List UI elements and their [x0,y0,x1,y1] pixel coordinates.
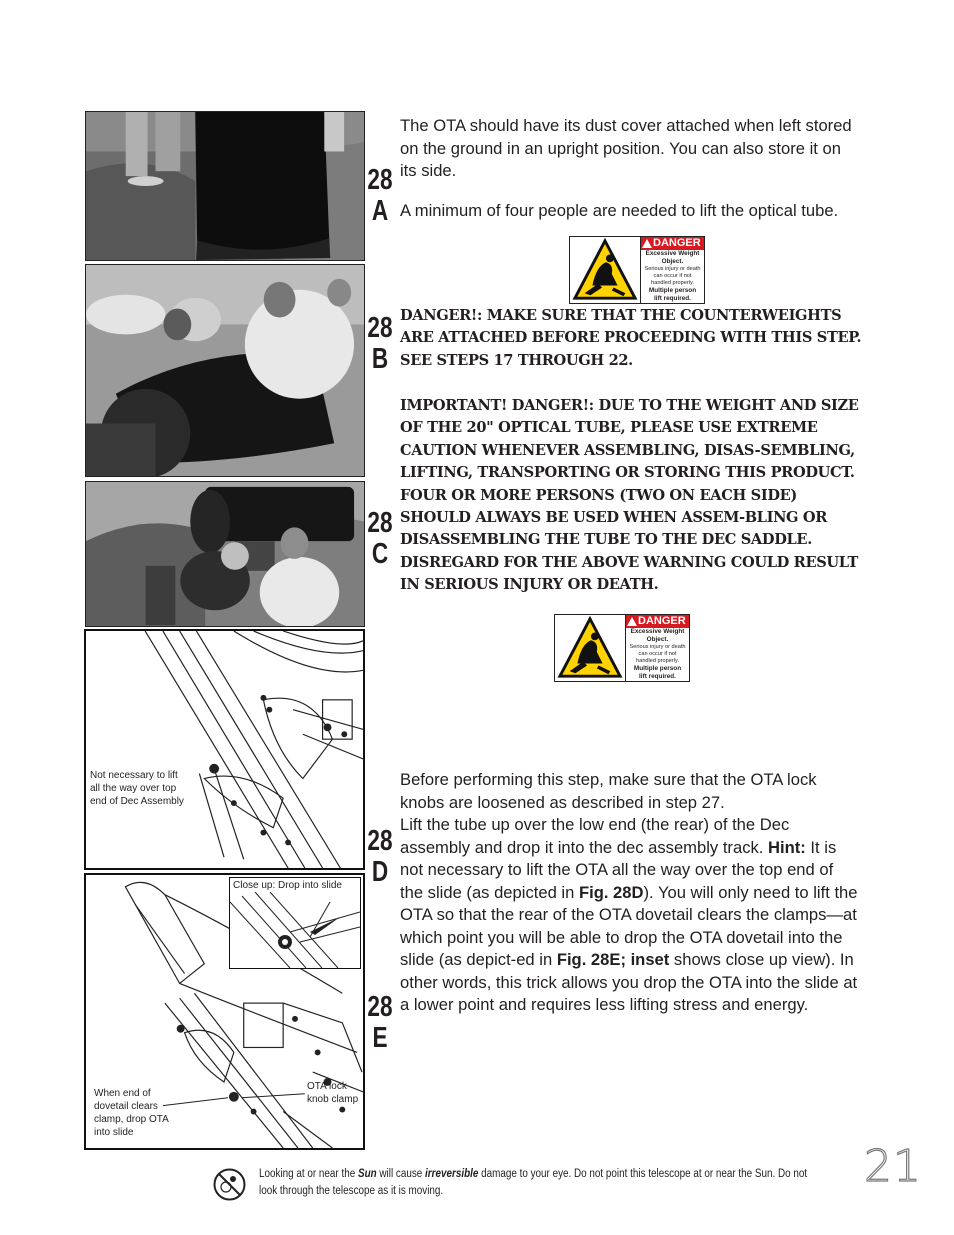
step-letter: A [371,195,389,227]
text-only-need: ). You will only need to lift the OTA so that the rear of the OTA dovetail clears the clamps—at which point you will be able to drop the OTA dovetail into the slide (as depict-ed in [400,882,858,969]
danger-line: can occur if not [653,273,692,279]
danger-header [626,615,689,628]
photo-28b-image [86,265,364,476]
footer-t1: Looking at or near the [259,1168,358,1180]
warning-counterweights: DANGER!: MAKE SURE THAT THE COUNTERWEIGHTS ARE ATTACHED BEFORE PROCEEDING WITH THIS STEP. SEE STEPS 17 THROUGH 22. [400,307,862,369]
step-label-28b [367,313,394,375]
danger-line: lift required. [639,673,676,680]
callout-ota-knob: OTA lock knob clamp [307,1081,359,1105]
fig-ref-28d: Fig. 28D [578,882,644,902]
danger-line: handled properly. [636,658,679,664]
footer-sun: Sun [357,1168,377,1180]
danger-label-bottom [554,614,690,682]
danger-line: Object. [661,258,684,265]
danger-line: Excessive Weight [645,250,700,257]
danger-label-top [569,236,705,304]
step-letter: E [372,1022,388,1054]
text-lift-tube: Lift the tube up over the low end (the rear) of the Dec assembly and drop it into the dec assembly track. [400,815,790,857]
inset-linework [230,892,360,968]
text-before-performing: Before performing this step, make sure that the OTA lock knobs are loosened as described in step 27. [400,770,817,812]
callout-when-end: When end of dovetail clears clamp, drop OTA into slide [94,1088,169,1138]
step-number: 28 [367,312,393,344]
step-label-28d [367,826,394,888]
text-trick: shows close up view). In other words, this trick allows you drop the OTA into the slide at a lower point and requires less lifting stress and energy. [400,950,858,1014]
figure-28d [84,629,365,870]
photo-28a-image [86,112,364,260]
danger-text [640,237,704,303]
warning-weight-size: IMPORTANT! DANGER!: DUE TO THE WEIGHT AND SIZE OF THE 20" OPTICAL TUBE, PLEASE USE EXTREME CAUTION WHENEVER ASSEMBLING, DISAS-SEMBLING, LIFTING, TRANSPORTING OR STORING THIS PRODUCT. FOUR OR MORE PERSONS (TWO ON EACH SIDE) SHOULD ALWAYS BE USED WHEN ASSEM-BLING OR DISASSEMBLING THE TUBE TO THE DEC SADDLE. DISREGARD FOR THE ABOVE WARNING COULD RESULT IN SERIOUS INJURY OR DEATH. [400,397,859,594]
footer-irreversible: irreversible [425,1168,479,1180]
step-number: 28 [367,507,393,539]
text-hint: It is not necessary to lift the OTA all the way over the top end of the slide (as depicted in [400,837,837,902]
step-label-28a [367,165,394,227]
step-letter: C [371,538,389,570]
danger-pictogram [555,615,625,681]
step-letter: D [371,856,389,888]
danger-text [625,615,689,681]
footer-t3: damage to your eye. Do not point this telescope at or near the Sun. Do not look through the telescope as it is moving. [259,1168,808,1197]
warning-triangle-icon [570,237,640,303]
hint-label: Hint: [768,837,806,857]
danger-line: Multiple person [648,287,697,294]
callout-not-necessary: Not necessary to lift all the way over top end of Dec Assembly [90,770,184,807]
step-label-28c [367,508,394,570]
danger-line: can occur if not [638,651,677,657]
photo-28b [85,264,365,477]
step-number: 28 [367,164,393,196]
photo-28a [85,111,365,261]
fig-ref-28e: Fig. 28E; inset [556,950,670,969]
paragraph-four-people: A minimum of four people are needed to lift the optical tube. [400,201,839,220]
step-number: 28 [367,825,393,857]
step-label-28e [367,992,394,1054]
inset-title: Close up: Drop into slide [233,880,342,891]
danger-line: Multiple person [633,665,682,672]
exclamation-icon [642,239,652,248]
danger-line: Object. [646,636,669,643]
danger-pictogram [570,237,640,303]
footer-t2: will cause [376,1168,426,1180]
danger-line: Serious injury or death [629,644,686,650]
footer-text [259,1166,809,1200]
danger-line: Serious injury or death [644,266,701,272]
warning-triangle-icon [555,615,625,681]
danger-header-text: DANGER [638,615,686,627]
danger-line: Excessive Weight [630,628,685,635]
danger-line: handled properly. [651,280,694,286]
figure-28e-inset [229,877,361,969]
photo-28c [85,481,365,627]
photo-28c-image [86,482,364,626]
figure-28d-linework [86,631,363,868]
danger-line: lift required. [654,295,691,302]
page-number: 21 [864,1141,922,1192]
paragraph-lift-instructions [400,769,860,1017]
paragraph-storage: The OTA should have its dust cover attached when left stored on the ground in an upright position. You can also store it on its side. [400,116,852,180]
danger-header-text: DANGER [653,237,701,249]
no-sun-icon [213,1168,246,1201]
step-letter: B [371,343,389,375]
danger-header [641,237,704,250]
exclamation-icon [627,617,637,626]
step-number: 28 [367,991,393,1023]
figure-28e [84,873,365,1150]
